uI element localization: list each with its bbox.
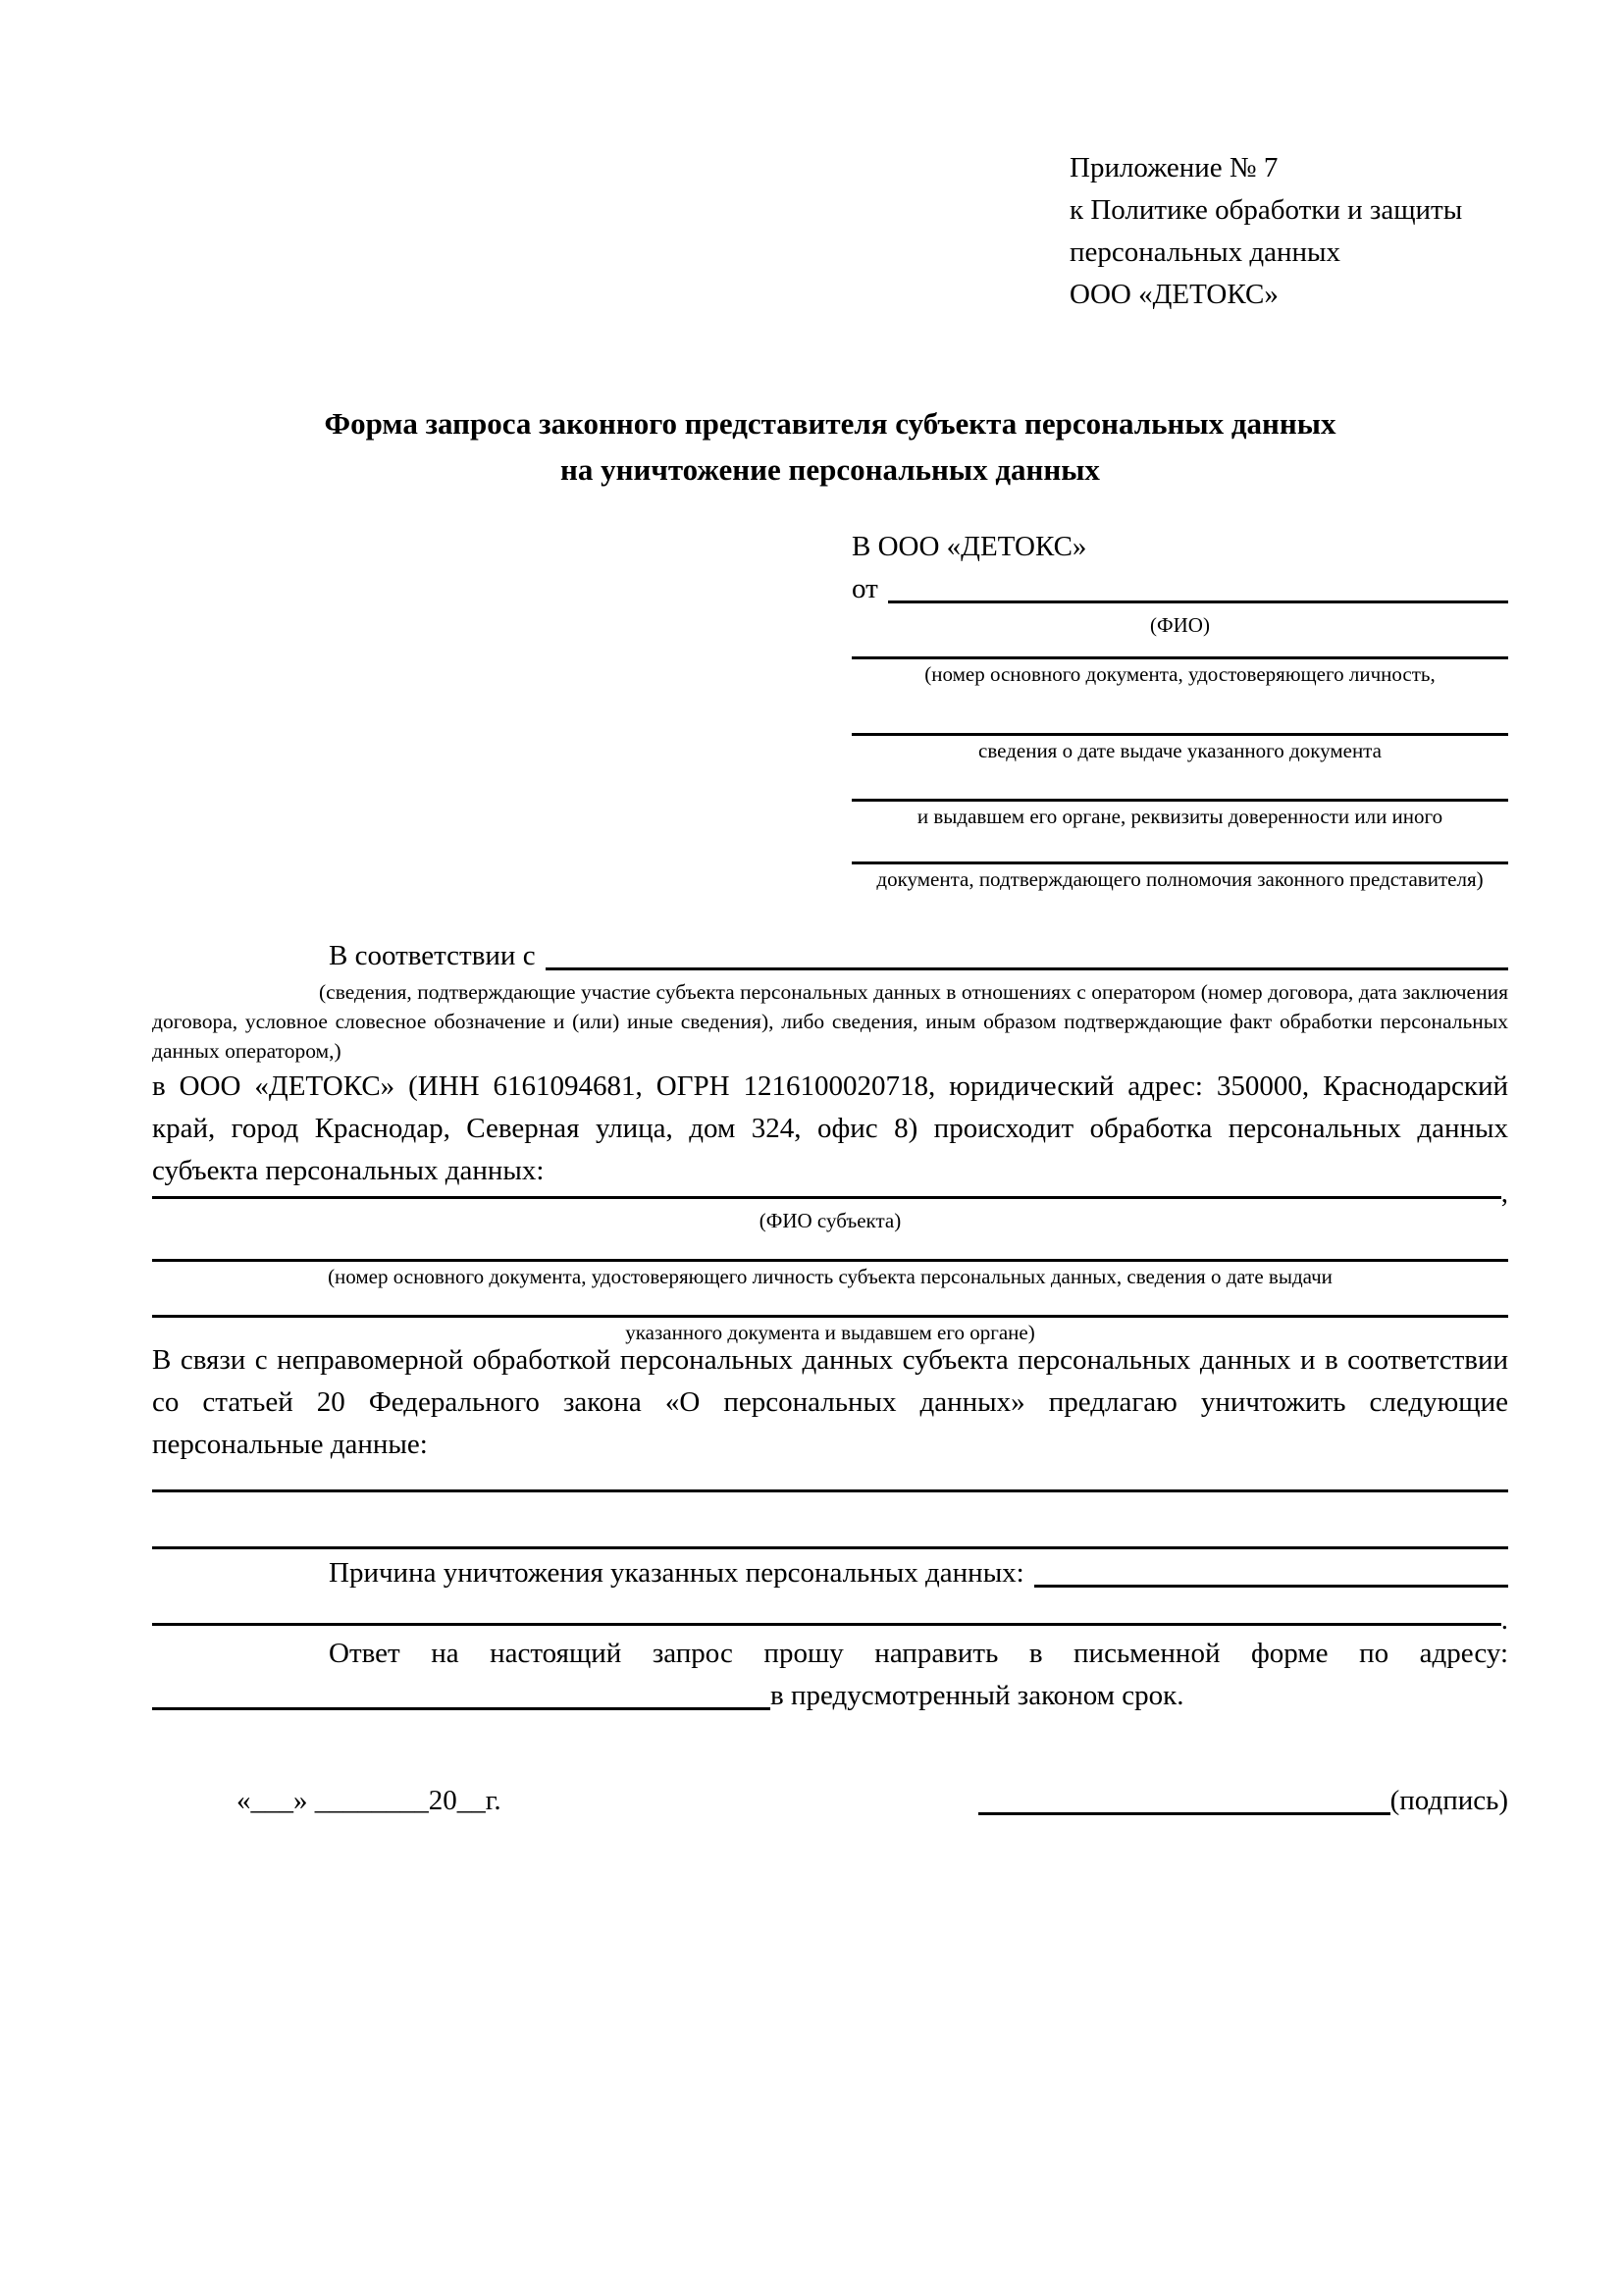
document-title-line-2: на уничтожение персональных данных [560, 452, 1100, 487]
appendix-line-4: ООО «ДЕТОКС» [1070, 279, 1279, 310]
data-to-destroy-blank-line-2 [152, 1546, 1508, 1549]
demand-paragraph: В связи с неправомерной обработкой персональных данных субъекта персональных данных и в соответствии со статьей 20 Федерального закона «О персональных данных» предлагаю уничтожить следующие персональные данные: [152, 1344, 1508, 1460]
appendix-line-3: персональных данных [1070, 236, 1341, 268]
appendix-block [1070, 147, 1508, 316]
data-to-destroy-blank-line-1 [152, 1489, 1508, 1492]
from-field [852, 568, 1508, 610]
reply-address-blank-line [152, 1675, 770, 1710]
addressee-block [852, 526, 1508, 894]
according-label: В соответствии с [329, 940, 536, 971]
appendix-line-2: к Политике обработки и защиты [1070, 194, 1463, 226]
subject-fio-caption: (ФИО субъекта) [759, 1209, 902, 1232]
period-after-line: . [1500, 1604, 1508, 1636]
comma-after-line: , [1500, 1177, 1508, 1209]
representative-doc-caption-3: и выдавшем его органе, реквизиты доверенности или иного [916, 805, 1443, 828]
according-fine-print: (сведения, подтверждающие участие субъекта персональных данных в отношениях с оператором (номер договора, дата заключения договора, условное словесное обозначение и (или) иные сведения), либо сведения, иным образом подтверждающие факт обработки персональных данных оператором,) [152, 980, 1508, 1063]
from-label: от [852, 573, 878, 604]
document-title [152, 400, 1508, 493]
representative-doc-caption-2: сведения о дате выдаче указанного документа [978, 739, 1382, 762]
according-blank-line [546, 935, 1508, 970]
representative-doc-caption-1: (номер основного документа, удостоверяющего личность, [924, 662, 1436, 686]
signature-caption: (подпись) [1389, 1785, 1508, 1816]
representative-doc-caption-4: документа, подтверждающего полномочия законного представителя) [876, 867, 1484, 891]
reason-continuation-field [152, 1604, 1508, 1636]
document-title-line-1: Форма запроса законного представителя субъекта персональных данных [324, 406, 1336, 441]
subject-doc-caption-2: указанного документа и выдавшем его органе) [625, 1321, 1035, 1344]
reply-address-field [152, 1675, 1508, 1717]
signature-blank-line [978, 1812, 1390, 1815]
reason-blank-line [1034, 1552, 1508, 1588]
addressee-organization: В ООО «ДЕТОКС» [852, 531, 1087, 562]
reply-tail-text: в предусмотренный законом срок. [770, 1680, 1184, 1711]
signature-block [152, 1780, 1508, 1822]
signature-field [978, 1780, 1508, 1822]
appendix-line-1: Приложение № 7 [1070, 152, 1279, 183]
operator-paragraph: в ООО «ДЕТОКС» (ИНН 6161094681, ОГРН 1216100020718, юридический адрес: 350000, Краснодарский край, город Краснодар, Северная улица, дом 324, офис 8) происходит обработка персональных данных субъекта персональных данных: [152, 1070, 1508, 1186]
reason-field [329, 1552, 1508, 1594]
reason-label: Причина уничтожения указанных персональных данных: [329, 1557, 1024, 1589]
reply-paragraph: Ответ на настоящий запрос прошу направить в письменной форме по адресу: [329, 1638, 1508, 1669]
subject-fio-blank-line [152, 1196, 1501, 1199]
date-line: «___» ________20__г. [236, 1785, 501, 1816]
fio-caption: (ФИО) [1150, 613, 1210, 637]
from-blank-line [888, 568, 1508, 603]
subject-doc-caption-1: (номер основного документа, удостоверяющего личность субъекта персональных данных, сведения о дате выдачи [328, 1265, 1333, 1288]
according-field [329, 935, 1508, 977]
reason-blank-line-2 [152, 1623, 1501, 1626]
